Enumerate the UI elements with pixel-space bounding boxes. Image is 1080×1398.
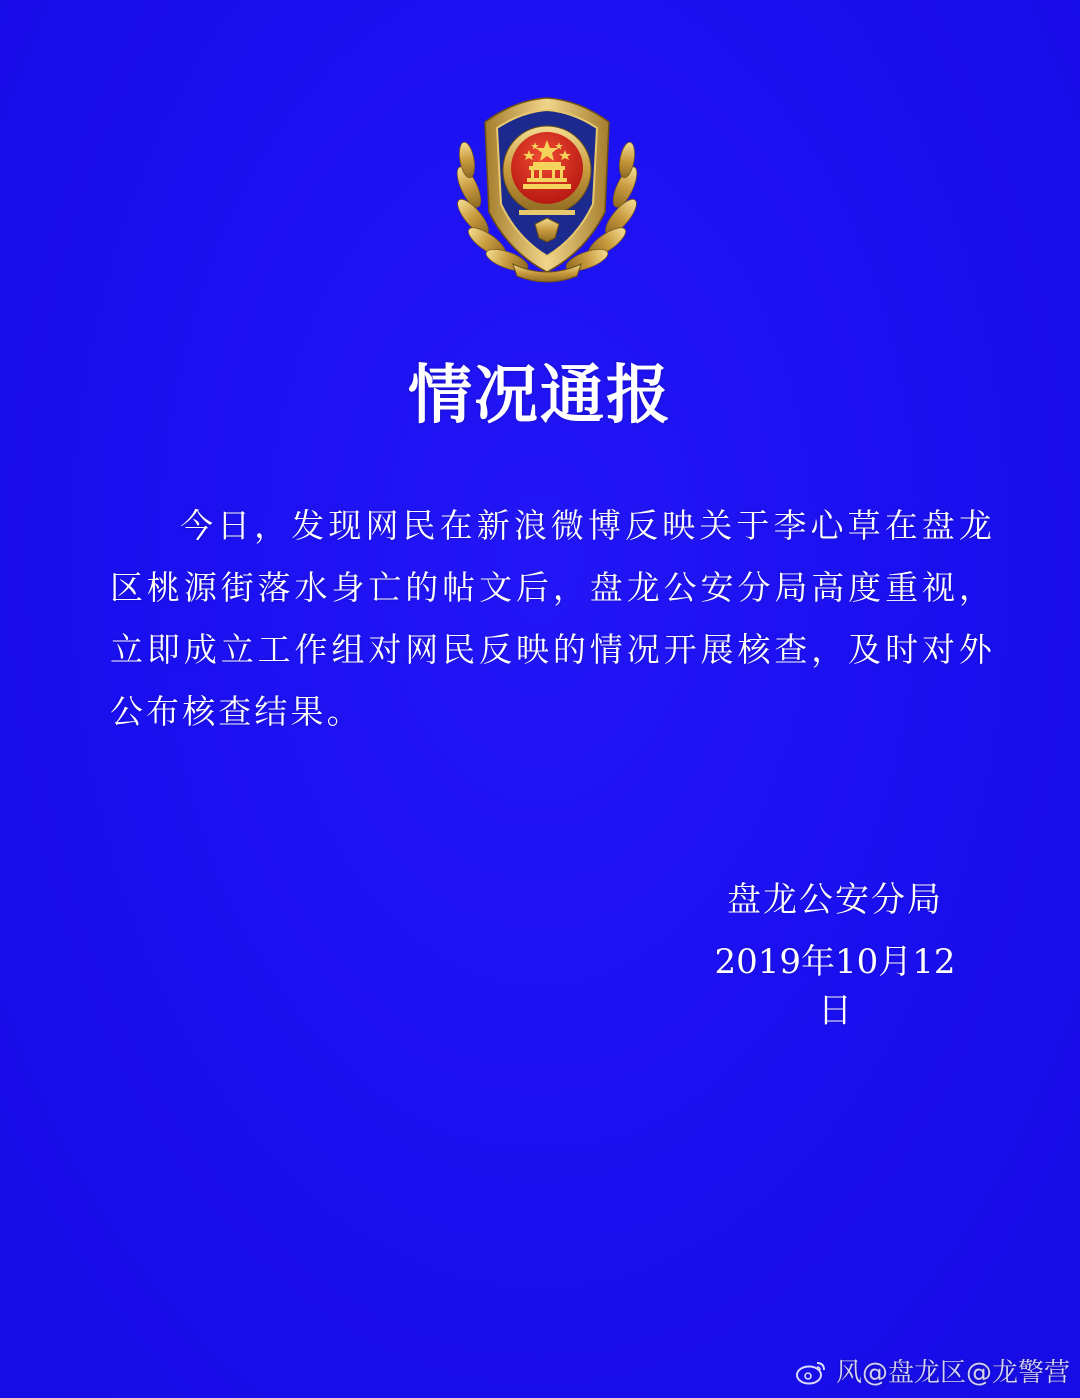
watermark-text: 风@盘龙区@龙警营 [835, 1358, 1070, 1388]
signature-organization: 盘龙公安分局 [727, 880, 943, 920]
weibo-watermark [794, 1352, 1070, 1392]
weibo-logo-icon [796, 1359, 826, 1392]
police-badge-icon [455, 92, 639, 286]
notice-body: 今日，发现网民在新浪微博反映关于李心草在盘龙区桃源街落水身亡的帖文后，盘龙公安分局高度重视，立即成立工作组对网民反映的情况开展核查，及时对外公布核查结果。 [110, 506, 995, 731]
notice-title: 情况通报 [408, 359, 672, 433]
signature-date: 2019年10月12日 [714, 942, 956, 1031]
